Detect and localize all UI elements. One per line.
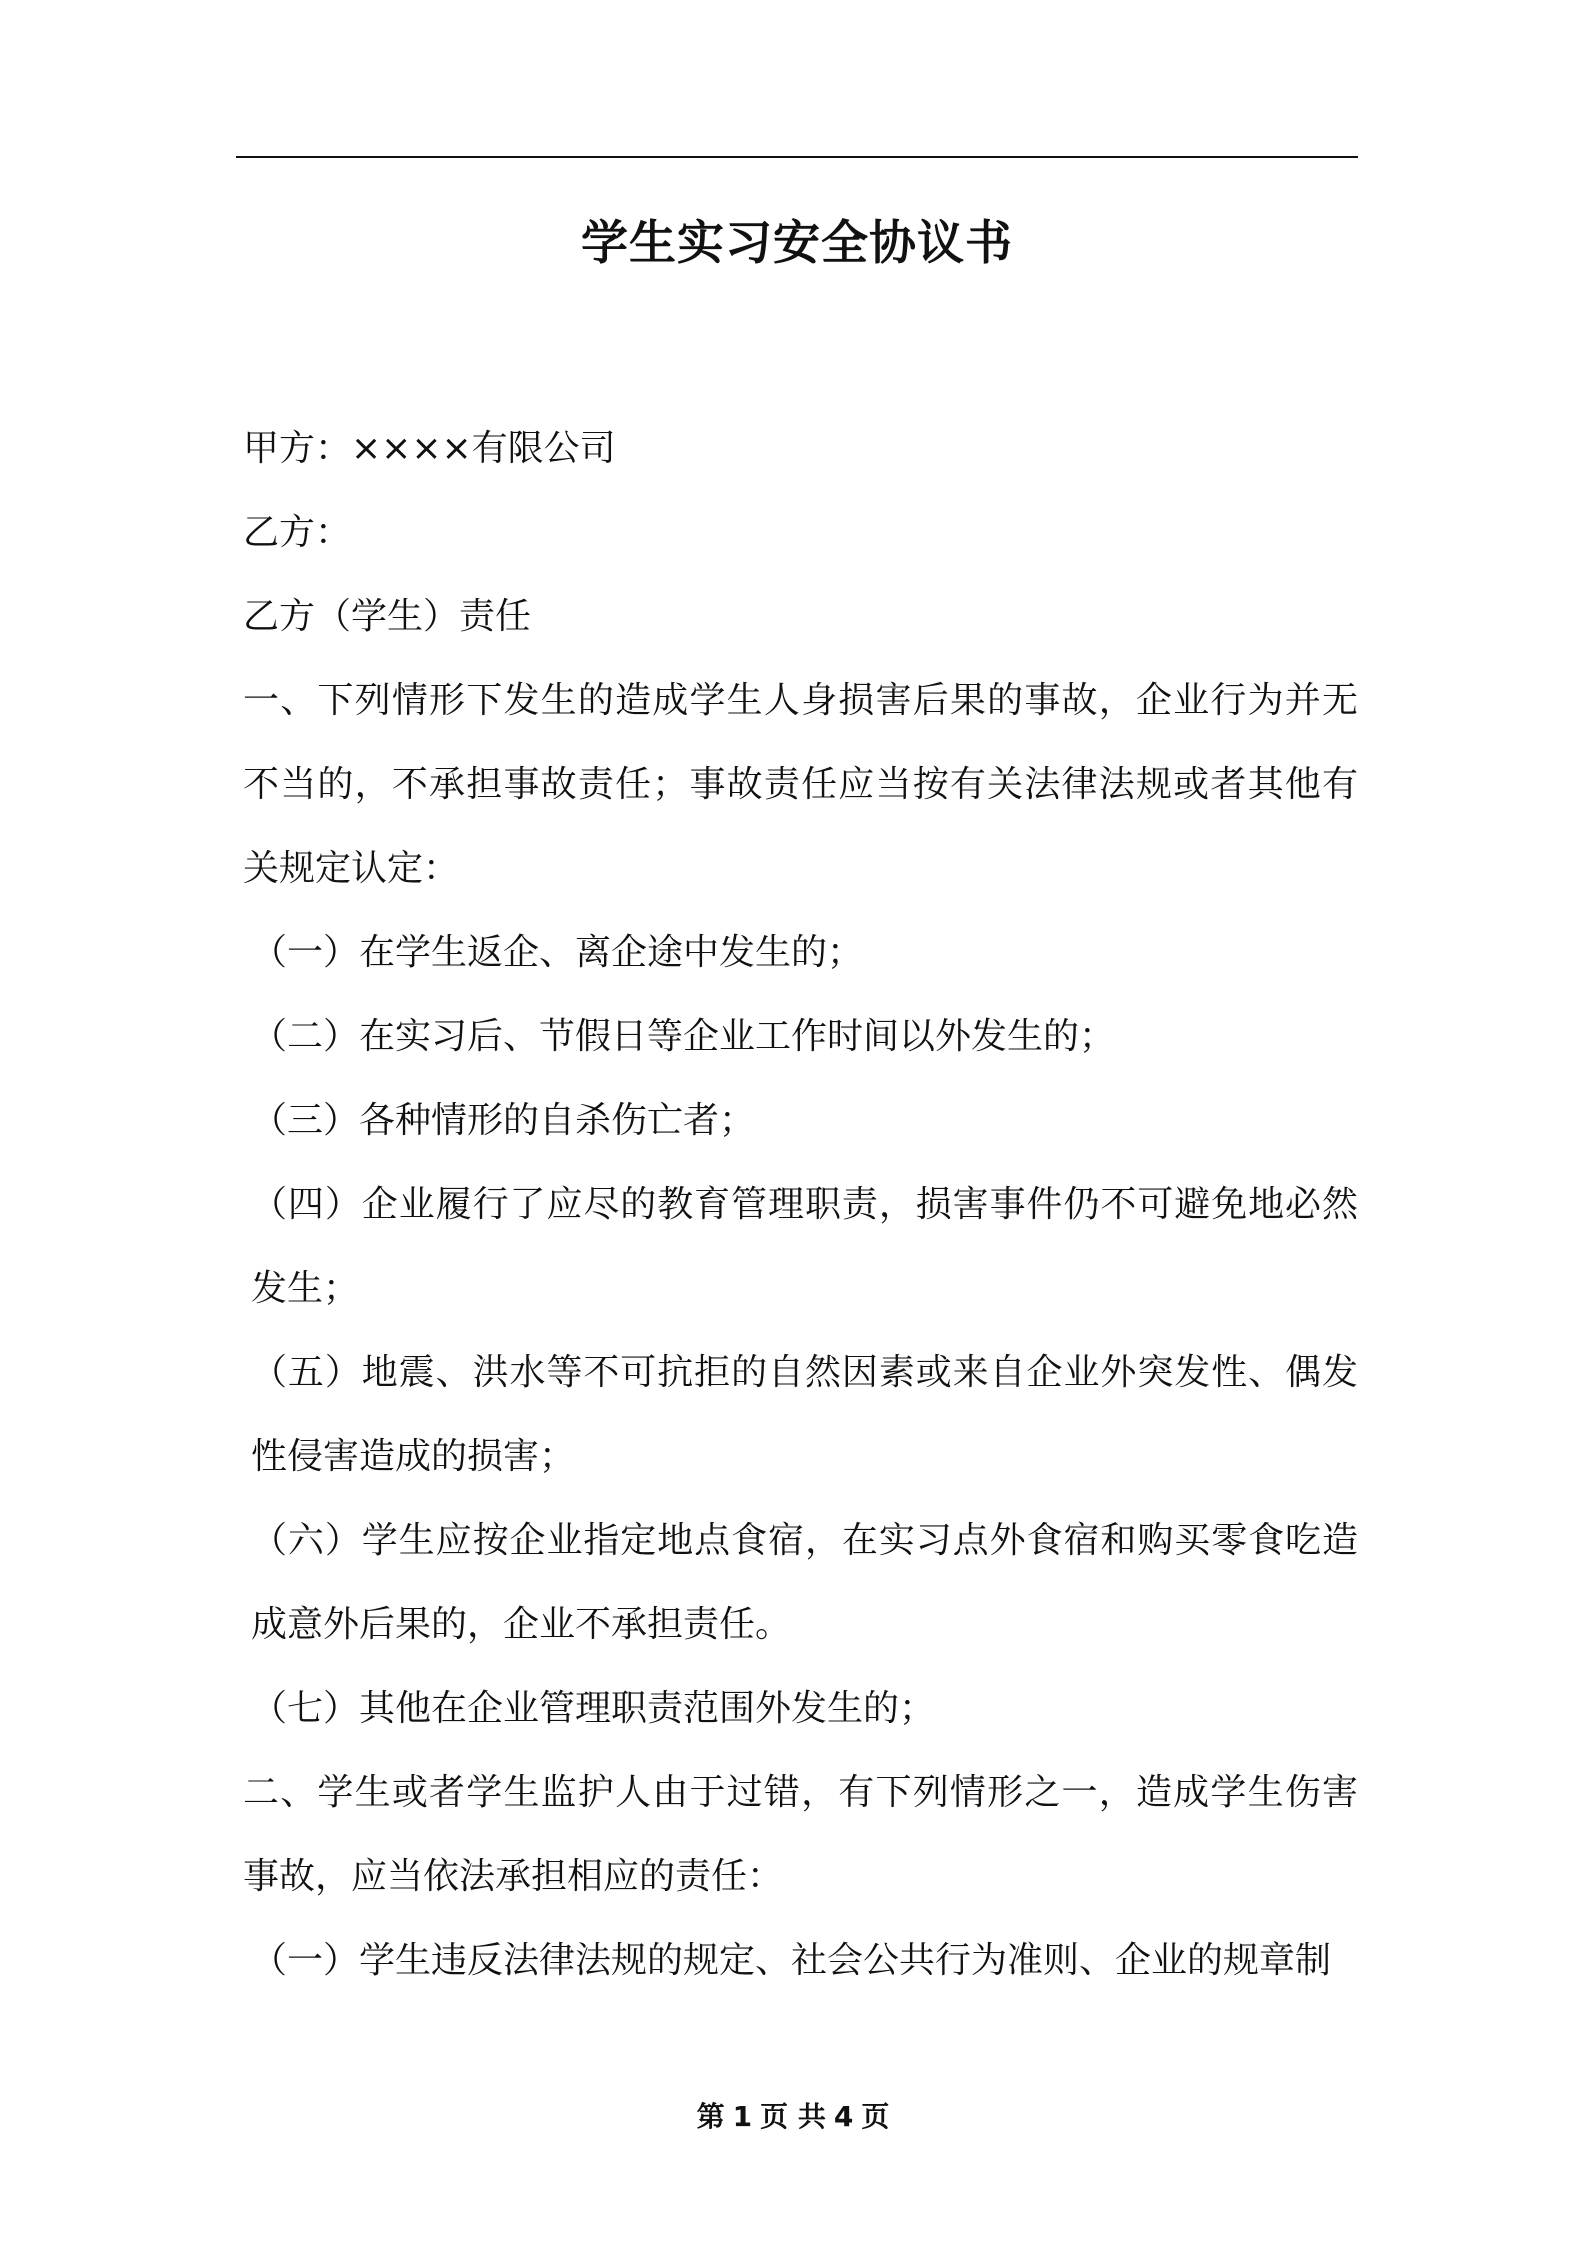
body-paragraph: （一）学生违反法律法规的规定、社会公共行为准则、企业的规章制 [251, 1940, 1332, 1981]
body-paragraph: （六）学生应按企业指定地点食宿，在实习点外食宿和购买零食吃造成意外后果的，企业不承担责任。 [251, 1520, 1358, 1645]
document-body [243, 407, 1358, 2003]
document-title: 学生实习安全协议书 [581, 216, 1013, 271]
body-paragraph: （二）在实习后、节假日等企业工作时间以外发生的； [251, 1016, 1116, 1057]
current-page-number: 1 [732, 2100, 753, 2133]
body-paragraph: 二、学生或者学生监护人由于过错，有下列情形之一，造成学生伤害事故，应当依法承担相应的责任： [243, 1772, 1358, 1897]
body-paragraph: （三）各种情形的自杀伤亡者； [251, 1100, 756, 1141]
page-footer [0, 2097, 1586, 2137]
paragraph-list [243, 659, 1358, 2003]
party-b-line: 乙方： [243, 512, 352, 553]
page-suffix: 页 [861, 2100, 890, 2133]
header-rule [236, 156, 1358, 158]
body-paragraph: 一、下列情形下发生的造成学生人身损害后果的事故，企业行为并无不当的，不承担事故责任；事故责任应当按有关法律法规或者其他有关规定认定： [243, 680, 1358, 889]
body-paragraph: （四）企业履行了应尽的教育管理职责，损害事件仍不可避免地必然发生； [251, 1184, 1358, 1309]
page-prefix: 第 [696, 2100, 725, 2133]
total-pages-number: 4 [833, 2100, 854, 2133]
body-paragraph: （七）其他在企业管理职责范围外发生的； [251, 1688, 936, 1729]
page-mid-text: 页 共 [760, 2100, 826, 2133]
body-paragraph: （五）地震、洪水等不可抗拒的自然因素或来自企业外突发性、偶发性侵害造成的损害； [251, 1352, 1358, 1477]
body-paragraph: （一）在学生返企、离企途中发生的； [251, 932, 864, 973]
party-a-line: 甲方：××××有限公司 [243, 428, 616, 469]
section-heading: 乙方（学生）责任 [243, 596, 532, 637]
